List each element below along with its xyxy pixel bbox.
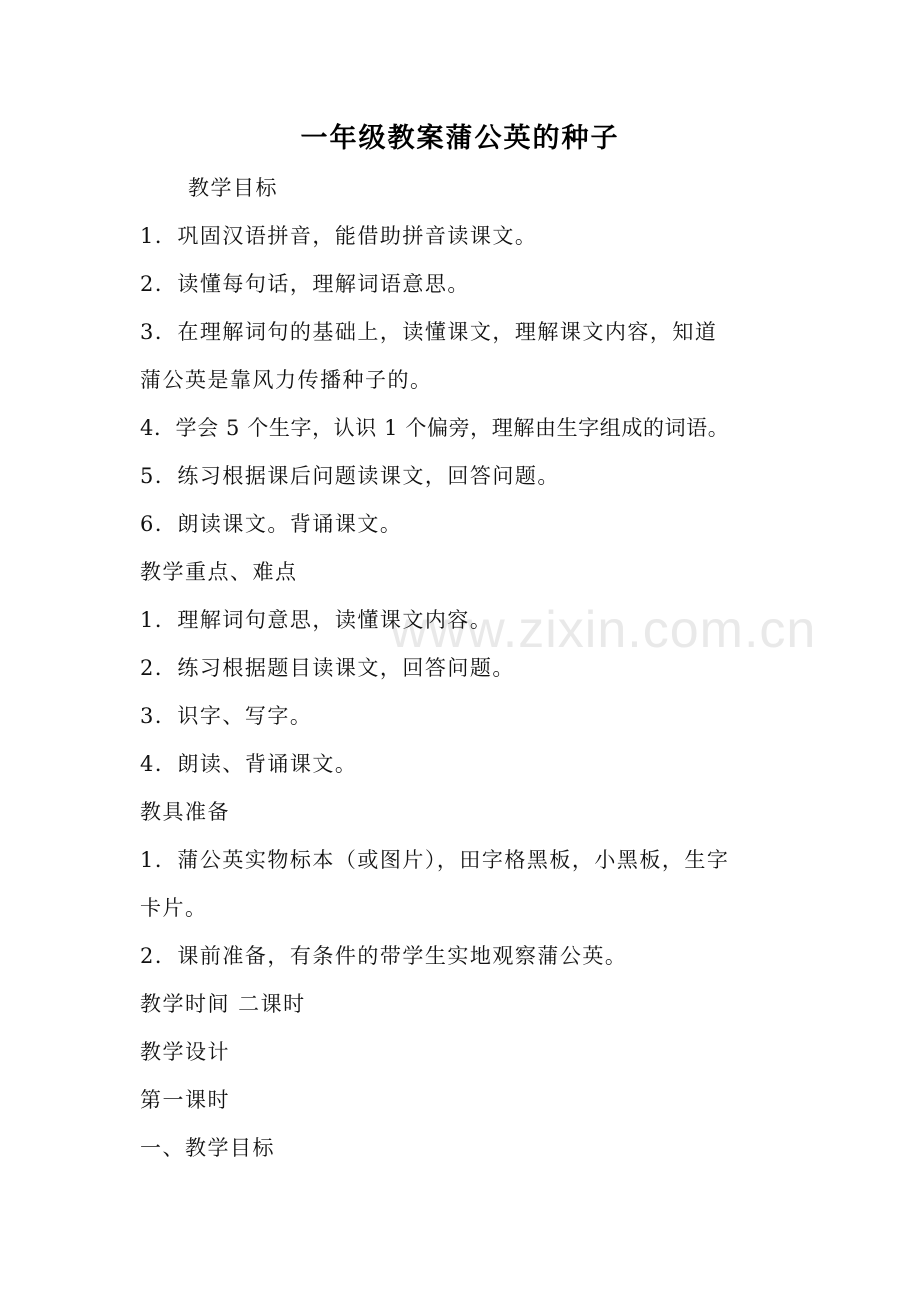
- goal-item-3: 3．在理解词句的基础上，读懂课文，理解课文内容，知道: [140, 320, 718, 344]
- key-point-2: 2．练习根据题目读课文，回答问题。: [140, 656, 515, 680]
- subsection-heading-teaching-goals: 一、教学目标: [140, 1136, 275, 1160]
- material-item-2: 2．课前准备，有条件的带学生实地观察蒲公英。: [140, 944, 628, 968]
- watermark: www.zixin.com.cn: [390, 601, 817, 659]
- material-item-1-continued: 卡片。: [140, 896, 208, 920]
- material-item-1: 1．蒲公英实物标本（或图片），田字格黑板，小黑板，生字: [140, 848, 730, 872]
- key-point-3: 3．识字、写字。: [140, 704, 313, 728]
- section-heading-teaching-goals: 教学目标: [188, 176, 278, 200]
- key-point-1: 1．理解词句意思，读懂课文内容。: [140, 608, 493, 632]
- goal-item-1: 1．巩固汉语拼音，能借助拼音读课文。: [140, 224, 538, 248]
- goal-item-4: 4．学会 5 个生字，认识 1 个偏旁，理解由生字组成的词语。: [140, 416, 730, 440]
- lesson-heading-first: 第一课时: [140, 1088, 230, 1112]
- key-point-4: 4．朗读、背诵课文。: [140, 752, 358, 776]
- goal-item-3-continued: 蒲公英是靠风力传播种子的。: [140, 368, 433, 392]
- section-heading-materials: 教具准备: [140, 800, 230, 824]
- goal-item-6: 6．朗读课文。背诵课文。: [140, 512, 403, 536]
- document-title: 一年级教案蒲公英的种子: [300, 123, 620, 154]
- goal-item-5: 5．练习根据课后问题读课文，回答问题。: [140, 464, 560, 488]
- goal-item-2: 2．读懂每句话，理解词语意思。: [140, 272, 470, 296]
- section-heading-teaching-time: 教学时间 二课时: [140, 992, 306, 1016]
- section-heading-teaching-design: 教学设计: [140, 1040, 230, 1064]
- section-heading-key-points: 教学重点、难点: [140, 560, 298, 584]
